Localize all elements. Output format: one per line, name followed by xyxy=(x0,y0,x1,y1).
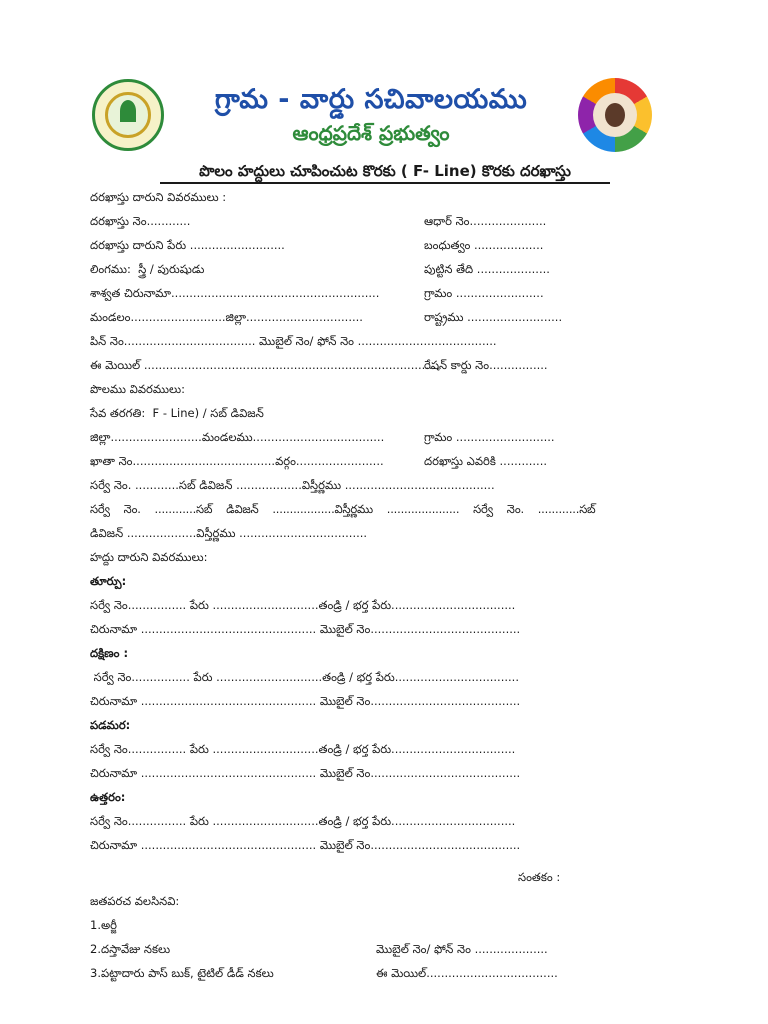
north-survey-field: సర్వే నెం................ పేరు .............................తండ్రి / భర్త పేరు.................................. xyxy=(90,814,516,828)
west-boundary-heading: పడమర: xyxy=(90,718,131,732)
attachment-email-field: ఈ మెయిల్.................................... xyxy=(376,966,558,980)
east-survey-field: సర్వే నెం................ పేరు .............................తండ్రి / భర్త పేరు.................................. xyxy=(90,598,516,612)
state-field: రాష్ట్రము .......................... xyxy=(424,310,563,324)
application-number-field: దరఖాస్తు నెం............ xyxy=(90,214,191,228)
east-boundary-heading: తూర్పు: xyxy=(90,574,127,588)
email-field: ఈ మెయిల్ ................................................................................. xyxy=(90,358,440,372)
south-address-field: చిరునామా ................................................ మొబైల్ నెం......................................... xyxy=(90,694,521,708)
header-titles xyxy=(164,82,578,148)
relationship-field: బంధుత్వం ................... xyxy=(424,238,544,252)
north-address-field: చిరునామా ................................................ మొబైల్ నెం......................................... xyxy=(90,838,521,852)
signature-label: సంతకం : xyxy=(518,870,561,884)
applicant-name-field: దరఖాస్తు దారుని పేరు .......................... xyxy=(90,238,285,252)
land-district-mandal-field: జిల్లా.........................మండలము.................................... xyxy=(90,430,385,444)
attachment-mobile-field: మొబైల్ నెం/ ఫోన్ నెం .................... xyxy=(376,942,548,956)
land-section-heading: పొలము వివరములు: xyxy=(90,382,185,396)
permanent-address-field: శాశ్వత చిరునామా......................................................... xyxy=(90,286,380,300)
gender-field: లింగము: స్త్రీ / పురుషుడు xyxy=(90,262,205,276)
applicant-section-heading: దరఖాస్తు దారుని వివరములు : xyxy=(90,190,227,204)
attachment-item-1: 1.అర్జీ xyxy=(90,918,117,932)
survey-line-1: సర్వే నెం. ............సబ్ డివిజన్ ..................విస్తీర్ణము ......................................... xyxy=(90,478,495,492)
land-village-field: గ్రామం ........................... xyxy=(424,430,555,444)
form-title: పొలం హద్దులు చూపించుట కొరకు ( F- Line) కొరకు దరఖాస్తు xyxy=(160,161,610,184)
mandal-district-field: మండలం..........................జిల్లా................................ xyxy=(90,310,363,324)
header-banner xyxy=(92,72,652,158)
application-for-whom-field: దరఖాస్తు ఎవరికి ............. xyxy=(424,454,548,468)
header-title-main: గ్రామ - వార్డు సచివాలయము xyxy=(214,84,528,115)
survey-line-2: సర్వే నెం. ............సబ్ డివిజన్ ..................విస్తీర్ణము ..................... సర్వే నెం. ............సబ్ xyxy=(90,502,596,516)
west-address-field: చిరునామా ................................................ మొబైల్ నెం......................................... xyxy=(90,766,521,780)
attachment-item-2: 2.దస్తావేజు నకలు xyxy=(90,942,171,956)
west-survey-field: సర్వే నెం................ పేరు .............................తండ్రి / భర్త పేరు.................................. xyxy=(90,742,516,756)
pin-mobile-field: పిన్ నెం.................................... మొబైల్ నెం/ ఫోన్ నెం ...................................... xyxy=(90,334,497,348)
ap-government-emblem-icon xyxy=(92,79,164,151)
boundary-section-heading: హద్దు దారుని వివరములు: xyxy=(90,550,208,564)
north-boundary-heading: ఉత్తరం: xyxy=(90,790,126,804)
attachments-section-heading: జతపరచ వలసినవి: xyxy=(90,894,180,908)
service-category-field: సేవ తరగతి: F - Line) / సబ్ డివిజన్ xyxy=(90,406,264,420)
south-survey-field: సర్వే నెం................ పేరు .............................తండ్రి / భర్త పేరు.................................. xyxy=(90,670,519,684)
east-address-field: చిరునామా ................................................ మొబైల్ నెం......................................... xyxy=(90,622,521,636)
header-title-sub: ఆంధ్రప్రదేశ్ ప్రభుత్వం xyxy=(292,121,450,145)
south-boundary-heading: దక్షిణం : xyxy=(90,646,129,660)
aadhaar-number-field: ఆధార్ నెం..................... xyxy=(424,214,547,228)
khata-number-field: ఖాతా నెం.......................................వర్గం........................ xyxy=(90,454,384,468)
date-of-birth-field: పుట్టిన తేది .................... xyxy=(424,262,550,276)
attachment-item-3: 3.పట్టాదారు పాస్ బుక్, టైటిల్ డీడ్ నకలు xyxy=(90,966,274,980)
village-field: గ్రామం ........................ xyxy=(424,286,544,300)
cm-portrait-icon xyxy=(578,78,652,152)
survey-line-3: డివిజన్ ...................విస్తీర్ణము ................................... xyxy=(90,526,368,540)
ration-card-field: రేషన్ కార్డు నెం................ xyxy=(424,358,548,372)
